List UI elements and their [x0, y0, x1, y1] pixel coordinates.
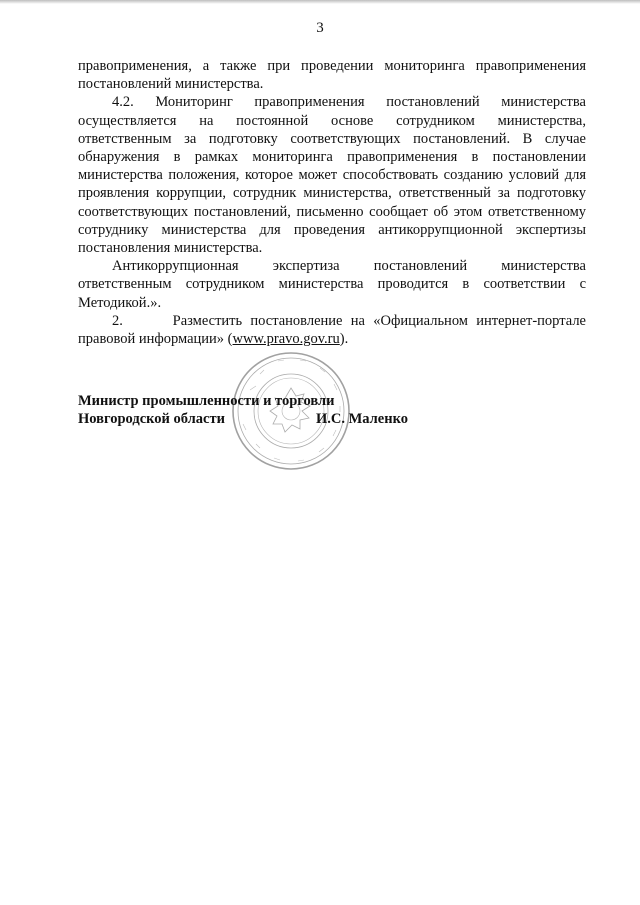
paragraph-continuation: правоприменения, а также при проведении мониторинга правоприменения постановлений министерства. [78, 58, 586, 93]
paragraph-anticorruption-expertise: Антикоррупционная экспертиза постановлений министерства ответственным сотрудником министерства проводится в соответствии с Методикой.». [78, 258, 586, 311]
signer-position-line1: Министр промышленности и торговли [78, 393, 335, 409]
publish-text-prefix: 2. Разместить постановление на «Официальном интернет-портале правовой информации» ( [78, 312, 586, 348]
document-body [78, 57, 586, 348]
signer-name: И.С. Маленко [315, 411, 408, 427]
publish-text-suffix: ). [339, 331, 349, 348]
signature-block [78, 392, 408, 428]
pravo-link[interactable]: www.pravo.gov.ru [232, 331, 340, 348]
scan-edge [0, 0, 640, 4]
paragraph-4-2-monitoring: 4.2. Мониторинг правоприменения постановлений министерства осуществляется на постоянной основе сотрудником министерства, ответственным за подготовку соответствующих постановлений. В случае обнаружения в рамках мониторинга правоприменения в постановлении министерства положения, которое может способствовать созданию условий для проявления коррупции, сотрудник министерства, ответственный за подготовку соответствующих постановлений, письменно сообщает об этом ответственному сотруднику министерства для проведения антикоррупционной экспертизы постановления министерства. [78, 94, 586, 257]
paragraph-2-publish [78, 312, 586, 348]
page-number: 3 [316, 20, 324, 36]
signer-position-line2: Новгородской области [78, 411, 225, 427]
